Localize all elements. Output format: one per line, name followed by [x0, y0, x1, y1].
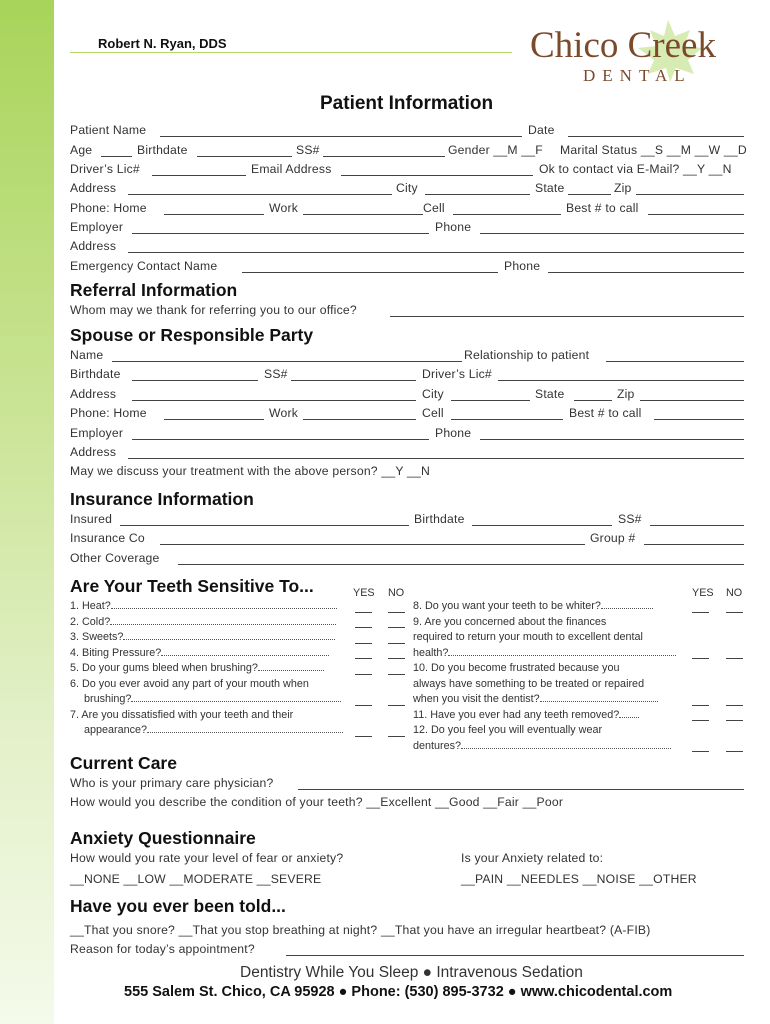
- label-spouse-employer-address: Address: [70, 445, 117, 459]
- header-rule: [70, 52, 512, 53]
- told-heading: Have you ever been told...: [70, 896, 286, 916]
- yes-column-header: YES: [353, 587, 375, 599]
- label-emergency-phone: Phone: [504, 259, 541, 273]
- field-spouse-state[interactable]: [574, 400, 612, 401]
- label-best-call: Best # to call: [566, 201, 639, 215]
- yes-column-header-right: YES: [692, 587, 714, 599]
- field-spouse-phone-home[interactable]: [164, 419, 264, 420]
- field-referral[interactable]: [390, 316, 744, 317]
- anxiety-level-options[interactable]: __NONE __LOW __MODERATE __SEVERE: [70, 872, 322, 886]
- sensitive-heading: Are Your Teeth Sensitive To...: [70, 576, 314, 596]
- field-insured-birthdate[interactable]: [472, 525, 612, 526]
- question-whiter: 8. Do you want your teeth to be whiter?: [413, 600, 653, 612]
- question-sweets: 3. Sweets?: [70, 631, 335, 643]
- label-spouse-address: Address: [70, 387, 117, 401]
- field-patient-name[interactable]: [160, 136, 522, 137]
- yes-blank-7[interactable]: [355, 736, 372, 737]
- label-spouse-state: State: [535, 387, 565, 401]
- question-dentures: 12. Do you feel you will eventually wear: [413, 724, 603, 736]
- label-spouse-best: Best # to call: [569, 406, 642, 420]
- field-state[interactable]: [568, 194, 611, 195]
- field-insured-ss[interactable]: [650, 525, 744, 526]
- label-spouse-employer-phone: Phone: [435, 426, 472, 440]
- label-insurance-co: Insurance Co: [70, 531, 145, 545]
- no-blank-10[interactable]: [726, 705, 743, 706]
- label-spouse-cell: Cell: [422, 406, 444, 420]
- field-spouse-city[interactable]: [451, 400, 530, 401]
- field-emergency-phone[interactable]: [548, 272, 744, 273]
- question-frustrated-cont: always have something to be treated or repaired: [413, 678, 645, 690]
- field-phone-home[interactable]: [164, 214, 264, 215]
- field-email[interactable]: [341, 175, 533, 176]
- field-drivers-lic[interactable]: [152, 175, 246, 176]
- spouse-heading: Spouse or Responsible Party: [70, 325, 314, 345]
- field-spouse-cell[interactable]: [451, 419, 563, 420]
- field-employer[interactable]: [132, 233, 429, 234]
- question-gums-bleed: 5. Do your gums bleed when brushing?: [70, 662, 324, 674]
- anxiety-heading: Anxiety Questionnaire: [70, 828, 256, 848]
- label-marital-status[interactable]: Marital Status __S __M __W __D: [560, 143, 747, 157]
- label-physician: Who is your primary care physician?: [70, 776, 274, 790]
- field-other-coverage[interactable]: [178, 564, 744, 565]
- field-spouse-employer-phone[interactable]: [480, 439, 744, 440]
- label-spouse-employer: Employer: [70, 426, 124, 440]
- yes-blank-11[interactable]: [692, 720, 709, 721]
- label-group: Group #: [590, 531, 636, 545]
- label-other-coverage: Other Coverage: [70, 551, 160, 565]
- yes-blank-9[interactable]: [692, 658, 709, 659]
- label-work: Work: [269, 201, 299, 215]
- question-frustrated: 10. Do you become frustrated because you: [413, 662, 620, 674]
- field-birthdate[interactable]: [197, 156, 292, 157]
- anxiety-related-options[interactable]: __PAIN __NEEDLES __NOISE __OTHER: [461, 872, 697, 886]
- footer-contact: 555 Salem St. Chico, CA 95928 ● Phone: (530) 895-3732 ● www.chicodental.com: [124, 984, 673, 1000]
- field-insurance-co[interactable]: [160, 544, 585, 545]
- field-employer-phone[interactable]: [480, 233, 744, 234]
- field-zip[interactable]: [636, 194, 744, 195]
- no-blank-11[interactable]: [726, 720, 743, 721]
- label-spouse-drivers: Driver’s Lic#: [422, 367, 492, 381]
- insurance-heading: Insurance Information: [70, 489, 254, 509]
- question-teeth-removed: 11. Have you ever had any teeth removed?: [413, 709, 639, 721]
- label-patient-name: Patient Name: [70, 123, 147, 137]
- no-blank-9[interactable]: [726, 658, 743, 659]
- label-anxiety-related: Is your Anxiety related to:: [461, 851, 604, 865]
- yes-blank-5[interactable]: [355, 674, 372, 675]
- doctor-name: Robert N. Ryan, DDS: [98, 36, 227, 51]
- yes-blank-1[interactable]: [355, 612, 372, 613]
- label-spouse-phone-home: Phone: Home: [70, 406, 147, 420]
- label-reason-appointment: Reason for today’s appointment?: [70, 942, 255, 956]
- label-age: Age: [70, 143, 93, 157]
- current-care-heading: Current Care: [70, 753, 177, 773]
- label-spouse-zip: Zip: [617, 387, 635, 401]
- label-spouse-city: City: [422, 387, 444, 401]
- field-spouse-drivers[interactable]: [498, 380, 744, 381]
- label-birthdate: Birthdate: [137, 143, 188, 157]
- yes-blank-3[interactable]: [355, 643, 372, 644]
- label-phone-home: Phone: Home: [70, 201, 147, 215]
- label-discuss-treatment[interactable]: May we discuss your treatment with the above person? __Y __N: [70, 464, 430, 478]
- label-address: Address: [70, 181, 117, 195]
- label-spouse-work: Work: [269, 406, 299, 420]
- field-physician[interactable]: [298, 789, 744, 790]
- label-relationship: Relationship to patient: [464, 348, 590, 362]
- field-spouse-name[interactable]: [112, 361, 462, 362]
- label-ss: SS#: [296, 143, 320, 157]
- field-date[interactable]: [568, 136, 744, 137]
- field-ss[interactable]: [323, 156, 445, 157]
- yes-blank-8[interactable]: [692, 612, 709, 613]
- no-blank-4[interactable]: [388, 658, 405, 659]
- field-spouse-address[interactable]: [132, 400, 416, 401]
- question-finances-cont: required to return your mouth to excellent dental: [413, 631, 643, 643]
- field-relationship[interactable]: [606, 361, 744, 362]
- label-city: City: [396, 181, 418, 195]
- field-spouse-best[interactable]: [654, 419, 744, 420]
- no-blank-12[interactable]: [726, 751, 743, 752]
- label-insured: Insured: [70, 512, 113, 526]
- question-avoid-mouth: 6. Do you ever avoid any part of your mouth when: [70, 678, 309, 690]
- field-spouse-employer[interactable]: [132, 439, 429, 440]
- no-column-header: NO: [388, 587, 405, 599]
- question-frustrated-cont2: when you visit the dentist?: [413, 693, 658, 705]
- label-employer-phone: Phone: [435, 220, 472, 234]
- logo-subtext: DENTAL: [583, 66, 692, 85]
- label-emergency-contact: Emergency Contact Name: [70, 259, 218, 273]
- field-work[interactable]: [303, 214, 423, 215]
- field-spouse-work[interactable]: [303, 419, 416, 420]
- question-dissatisfied-cont: appearance?: [84, 724, 343, 736]
- field-spouse-ss[interactable]: [291, 380, 416, 381]
- label-teeth-condition[interactable]: How would you describe the condition of your teeth? __Excellent __Good __Fair __Poor: [70, 795, 564, 809]
- label-date: Date: [528, 123, 555, 137]
- label-spouse-birthdate: Birthdate: [70, 367, 121, 381]
- question-biting-pressure: 4. Biting Pressure?: [70, 647, 329, 659]
- told-options[interactable]: __That you snore? __That you stop breathing at night? __That you have an irregular heartbeat? (A-FIB): [70, 923, 651, 937]
- label-gender[interactable]: Gender __M __F: [448, 143, 543, 157]
- label-cell: Cell: [423, 201, 445, 215]
- field-reason-appointment[interactable]: [286, 955, 744, 956]
- field-spouse-birthdate[interactable]: [132, 380, 258, 381]
- question-avoid-mouth-cont: brushing?: [84, 693, 341, 705]
- question-dissatisfied: 7. Are you dissatisfied with your teeth and their: [70, 709, 294, 721]
- yes-blank-2[interactable]: [355, 627, 372, 628]
- label-insured-birthdate: Birthdate: [414, 512, 465, 526]
- yes-blank-4[interactable]: [355, 658, 372, 659]
- no-blank-2[interactable]: [388, 627, 405, 628]
- yes-blank-6[interactable]: [355, 705, 372, 706]
- label-spouse-name: Name: [70, 348, 104, 362]
- field-city[interactable]: [425, 194, 530, 195]
- field-spouse-zip[interactable]: [640, 400, 744, 401]
- footer-services: Dentistry While You Sleep ● Intravenous Sedation: [240, 964, 583, 981]
- green-sidebar: [0, 0, 54, 1024]
- field-employer-address[interactable]: [128, 252, 744, 253]
- field-spouse-employer-address[interactable]: [128, 458, 744, 459]
- no-blank-7[interactable]: [388, 736, 405, 737]
- field-emergency-contact[interactable]: [242, 272, 498, 273]
- label-ok-contact-email[interactable]: Ok to contact via E-Mail? __Y __N: [539, 162, 732, 176]
- no-blank-8[interactable]: [726, 612, 743, 613]
- yes-blank-10[interactable]: [692, 705, 709, 706]
- field-best-call[interactable]: [648, 214, 744, 215]
- logo-text: Chico Creek: [530, 25, 716, 66]
- field-age[interactable]: [101, 156, 132, 157]
- referral-heading: Referral Information: [70, 280, 238, 300]
- no-blank-3[interactable]: [388, 643, 405, 644]
- field-group[interactable]: [644, 544, 744, 545]
- no-blank-6[interactable]: [388, 705, 405, 706]
- page-title: Patient Information: [320, 93, 494, 114]
- label-zip: Zip: [614, 181, 632, 195]
- label-referral: Whom may we thank for referring you to our office?: [70, 303, 357, 317]
- label-email: Email Address: [251, 162, 332, 176]
- label-insured-ss: SS#: [618, 512, 642, 526]
- label-employer-address: Address: [70, 239, 117, 253]
- label-drivers-lic: Driver’s Lic#: [70, 162, 140, 176]
- question-cold: 2. Cold?: [70, 616, 336, 628]
- label-spouse-ss: SS#: [264, 367, 288, 381]
- label-state: State: [535, 181, 565, 195]
- no-blank-5[interactable]: [388, 674, 405, 675]
- question-heat: 1. Heat?: [70, 600, 337, 612]
- field-address[interactable]: [128, 194, 392, 195]
- yes-blank-12[interactable]: [692, 751, 709, 752]
- no-column-header-right: NO: [726, 587, 743, 599]
- field-insured[interactable]: [120, 525, 409, 526]
- question-finances: 9. Are you concerned about the finances: [413, 616, 607, 628]
- label-employer: Employer: [70, 220, 124, 234]
- field-cell[interactable]: [453, 214, 561, 215]
- question-finances-cont2: health?: [413, 647, 676, 659]
- label-anxiety-level: How would you rate your level of fear or anxiety?: [70, 851, 344, 865]
- question-dentures-cont: dentures?: [413, 740, 671, 752]
- no-blank-1[interactable]: [388, 612, 405, 613]
